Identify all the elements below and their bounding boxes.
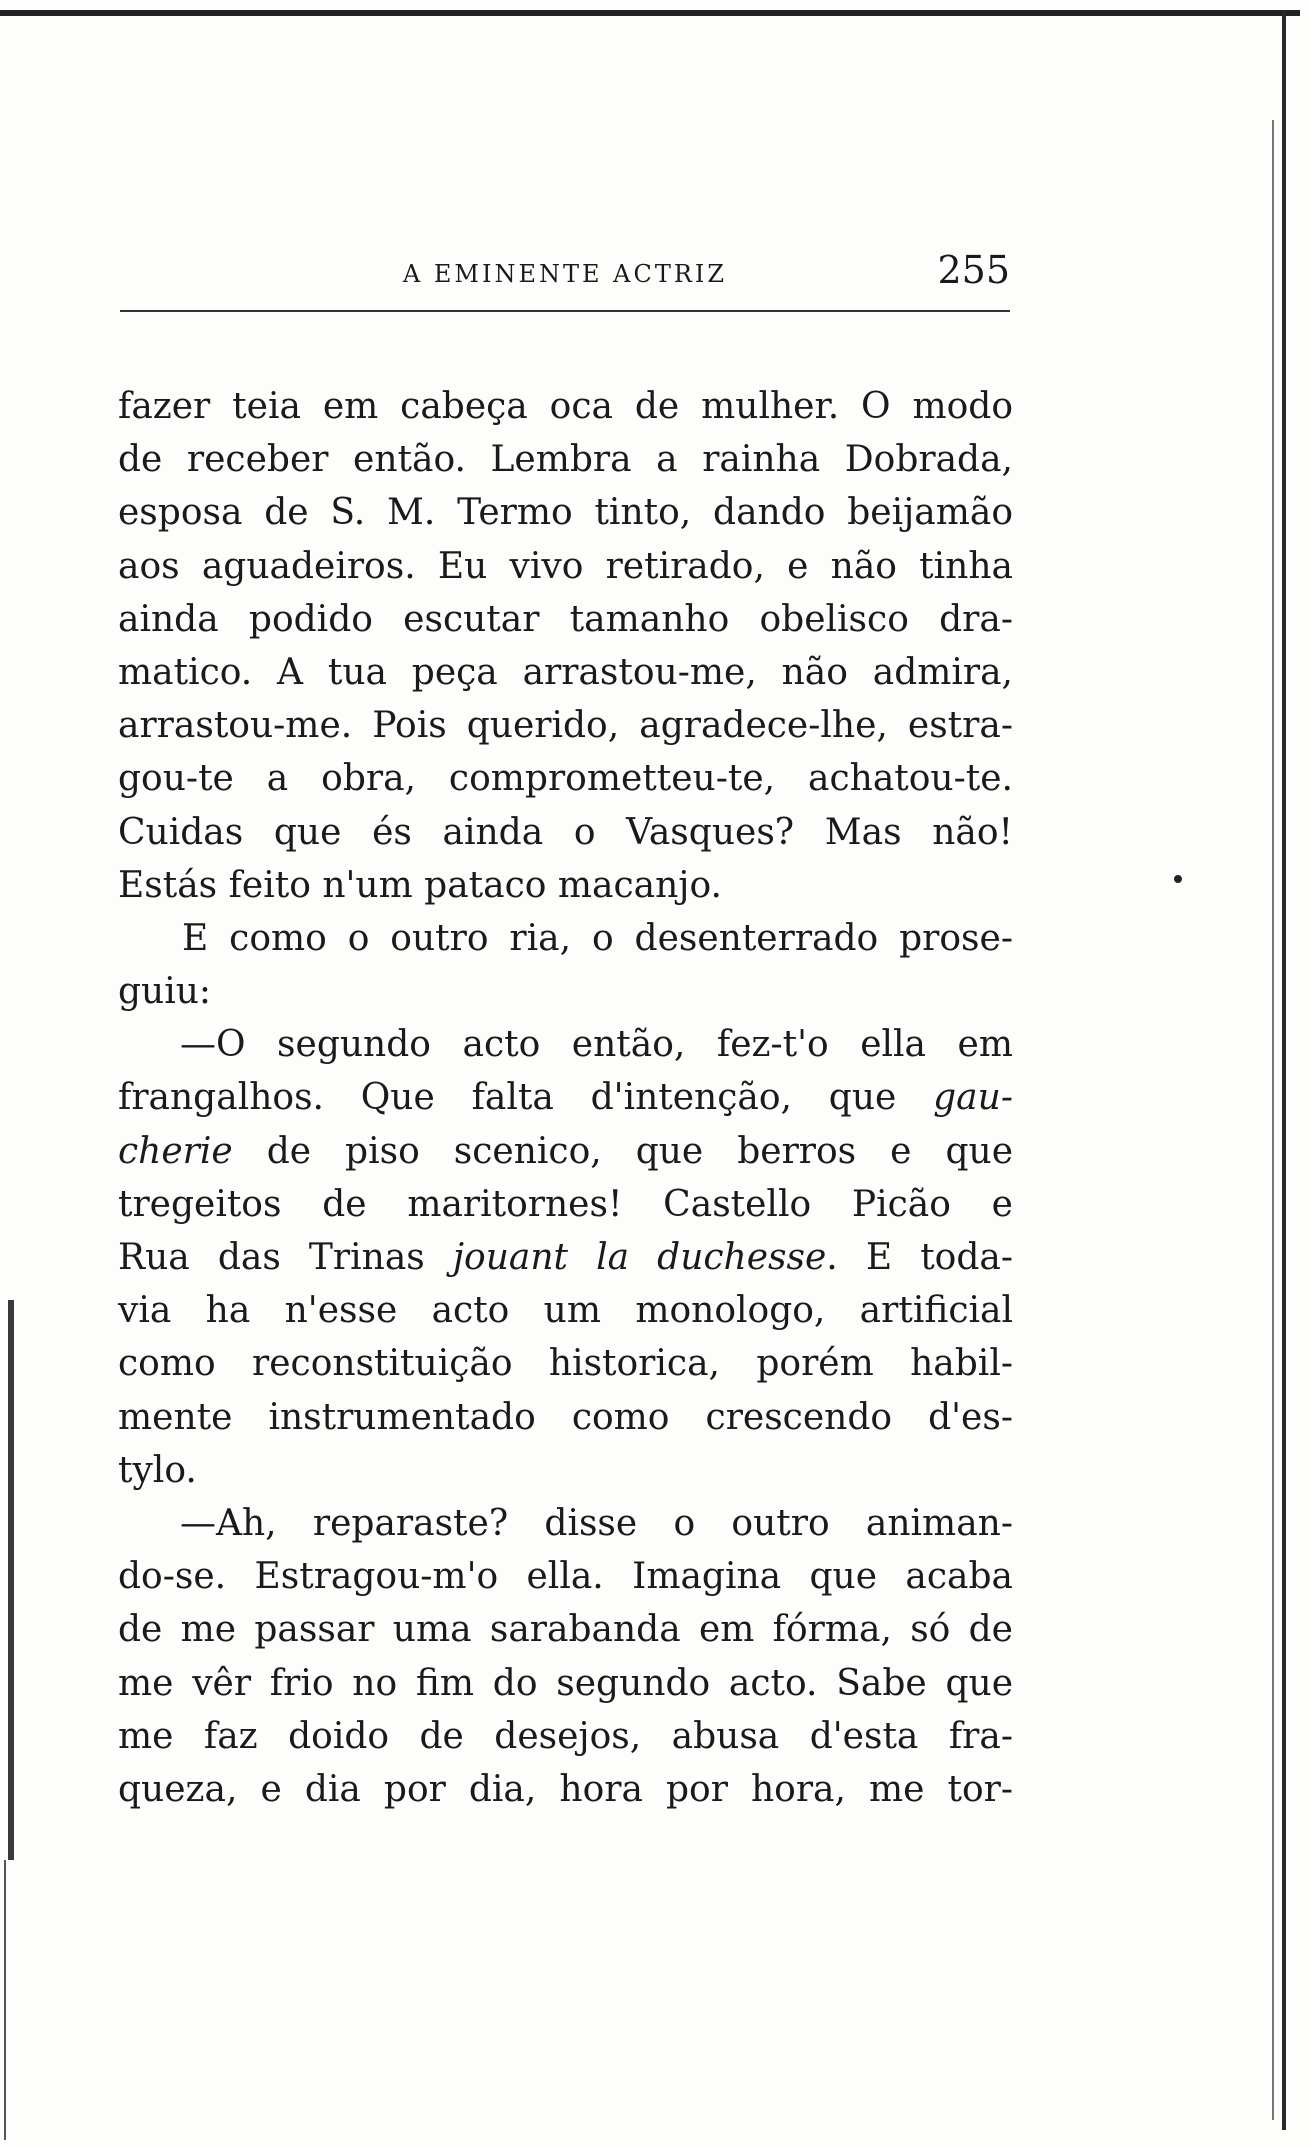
text-line: frangalhos. Que falta d'intenção, que gau-	[118, 1077, 1013, 1119]
text-line: E como o outro ria, o desenterrado prose-	[182, 917, 1013, 959]
text-line: me vêr frio no fim do segundo acto. Sabe que	[118, 1662, 1013, 1704]
text-line: mente instrumentado como crescendo d'es-	[118, 1396, 1013, 1438]
text-line: tregeitos de maritornes! Castello Picão e	[118, 1183, 1013, 1225]
italic-text: cherie	[118, 1130, 233, 1172]
scan-edge-left-lower	[4, 1860, 6, 2140]
italic-text: gau-	[933, 1077, 1013, 1119]
scan-edge-left	[8, 1300, 14, 1860]
header-rule	[120, 310, 1010, 312]
text-line: aos aguadeiros. Eu vivo retirado, e não tinha	[118, 545, 1013, 587]
text-line: —Ah, reparaste? disse o outro animan-	[180, 1502, 1013, 1544]
text-line: Rua das Trinas jouant la duchesse. E toda-	[118, 1237, 1014, 1278]
text-line: como reconstituição historica, porém habil-	[118, 1343, 1013, 1385]
text-line: via ha n'esse acto um monologo, artificial	[118, 1290, 1013, 1332]
text-line: cherie de piso scenico, que berros e que	[118, 1130, 1013, 1172]
text-line: gou-te a obra, comprometteu-te, achatou-te.	[118, 758, 1013, 800]
text-line: de me passar uma sarabanda em fórma, só de	[118, 1609, 1013, 1651]
text-line: tylo.	[118, 1449, 197, 1491]
text-line: guiu:	[118, 971, 212, 1013]
text-line: arrastou-me. Pois querido, agradece-lhe, estra-	[118, 705, 1013, 747]
text-line: esposa de S. M. Termo tinto, dando beijamão	[118, 492, 1013, 534]
text-line: Estás feito n'um pataco macanjo.	[118, 864, 722, 906]
ink-speck	[1174, 875, 1182, 883]
text-line: queza, e dia por dia, hora por hora, me tor-	[118, 1768, 1013, 1810]
text-line: Cuidas que és ainda o Vasques? Mas não!	[118, 811, 1013, 853]
text-line: de receber então. Lembra a rainha Dobrada,	[118, 439, 1013, 481]
text-line: —O segundo acto então, fez-t'o ella em	[180, 1024, 1013, 1066]
text-line: fazer teia em cabeça oca de mulher. O modo	[118, 386, 1013, 427]
body-text	[118, 380, 1013, 1816]
scan-edge-right-inner	[1272, 120, 1274, 2120]
italic-text: jouant la duchesse	[452, 1237, 827, 1278]
running-title: A EMINENTE ACTRIZ	[402, 260, 728, 288]
running-head	[120, 248, 1010, 298]
text-line: me faz doido de desejos, abusa d'esta fra-	[118, 1715, 1013, 1757]
page-number: 255	[937, 248, 1010, 292]
scan-edge-right	[1282, 10, 1286, 2130]
text-line: matico. A tua peça arrastou-me, não admira,	[118, 651, 1013, 693]
text-line: do-se. Estragou-m'o ella. Imagina que acaba	[118, 1556, 1013, 1598]
text-line: ainda podido escutar tamanho obelisco dra-	[118, 598, 1013, 640]
scan-edge-top	[0, 10, 1300, 16]
